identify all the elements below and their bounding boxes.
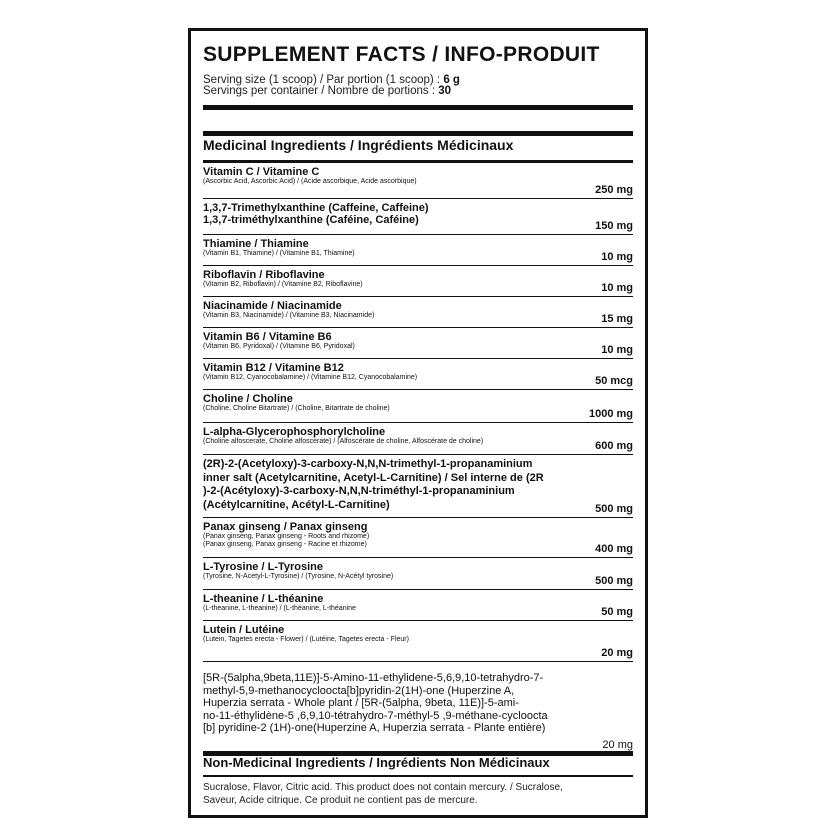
ingredient-source: (Vitamin B6, Pyridoxal) / (Vitamine B6, Pyridoxal) (203, 343, 355, 350)
non-medicinal-line: Saveur, Acide citrique. Ce produit ne contient pas de mercure. (203, 795, 478, 806)
panel-title: SUPPLEMENT FACTS / INFO-PRODUIT (203, 43, 600, 66)
ingredient-name-line: (2R)-2-(Acetyloxy)-3-carboxy-N,N,N-trimethyl-1-propanaminium (203, 458, 533, 470)
serving-size-label: Serving size (1 scoop) / Par portion (1 scoop) : (203, 74, 444, 86)
ingredient-row-caffeine (203, 199, 633, 235)
ingredient-row-vitamin-b6 (203, 328, 633, 359)
ingredient-name: 1,3,7-Trimethylxanthine (Caffeine, Caffeine) (203, 202, 429, 214)
ingredient-name: L-Tyrosine / L-Tyrosine (203, 561, 323, 573)
ingredient-name-line: [b] pyridine-2 (1H)-one(Huperzine A, Huperzia serrata - Plante entière) (203, 722, 546, 734)
ingredient-name-line: (Acétylcarnitine, Acétyl-L-Carnitine) (203, 498, 390, 511)
ingredient-amount: 20 mg (601, 647, 633, 659)
ingredient-name: Thiamine / Thiamine (203, 238, 309, 250)
ingredient-amount: 20 mg (602, 739, 633, 751)
non-medicinal-heading: Non-Medicinal Ingredients / Ingrédients Non Médicinaux (203, 755, 550, 770)
servings-value: 30 (438, 85, 452, 97)
ingredient-name-line: methyl-5,9-methanocycloocta[b]pyridin-2(1H)-one (Huperzine A, (203, 684, 515, 697)
ingredient-name-line: [5R-(5alpha,9beta,11E)]-5-Amino-11-ethylidene-5,6,9,10-tetrahydro-7- (203, 672, 544, 684)
ingredient-name: L-alpha-Glycerophosphorylcholine (203, 426, 386, 438)
ingredient-name: L-theanine / L-théanine (203, 593, 324, 605)
thin-rule-5 (203, 775, 633, 777)
ingredient-amount: 10 mg (601, 344, 633, 356)
ingredient-name-fr: 1,3,7-triméthylxanthine (Caféine, Caféine) (203, 214, 419, 226)
ingredient-row-glycerophosphorylcholine (203, 423, 633, 455)
serving-info (203, 75, 460, 97)
non-medicinal-text (203, 781, 563, 807)
ingredient-name: Lutein / Lutéine (203, 624, 285, 636)
non-medicinal-line: Sucralose, Flavor, Citric acid. This product does not contain mercury. / Sucralose, (203, 782, 563, 793)
supplement-facts-panel (188, 28, 648, 818)
ingredient-row-riboflavin (203, 266, 633, 297)
ingredient-amount: 150 mg (595, 220, 633, 232)
ingredient-source: (Tyrosine, N-Acetyl-L-Tyrosine) / (Tyrosine, N-Acétyl tyrosine) (203, 573, 394, 580)
ingredient-source: (Vitamin B2, Riboflavin) / (Vitamine B2, Riboflavine) (203, 281, 363, 288)
ingredient-row-huperzine-a (203, 662, 633, 752)
ingredient-row-vitamin-c (203, 166, 633, 199)
ingredient-name: Niacinamide / Niacinamide (203, 300, 342, 312)
ingredient-source: (Choline, Choline Bitartrate) / (Choline, Bitartrate de choline) (203, 405, 390, 412)
ingredient-amount: 50 mcg (595, 375, 633, 387)
ingredient-amount: 1000 mg (588, 408, 633, 420)
ingredient-source: (Vitamin B3, Niacinamide) / (Vitamine B3, Niacinamide) (203, 312, 375, 319)
ingredient-name-line: Huperzia serrata - Whole plant / [5R-(5alpha, 9beta, 11E)]-5-ami- (203, 697, 519, 709)
thick-rule-1 (203, 105, 633, 110)
ingredient-amount: 15 mg (601, 313, 633, 325)
ingredient-name: Vitamin B6 / Vitamine B6 (203, 331, 332, 343)
ingredient-amount: 10 mg (601, 251, 633, 263)
ingredient-amount: 500 mg (595, 575, 633, 587)
ingredient-source: (Ascorbic Acid, Ascorbic Acid) / (Acide ascorbique, Acide ascorbique) (203, 178, 417, 185)
ingredient-row-vitamin-b12 (203, 359, 633, 390)
ingredient-amount: 600 mg (595, 440, 633, 452)
ingredient-name: Vitamin C / Vitamine C (203, 166, 320, 178)
ingredient-name: Riboflavin / Riboflavine (203, 269, 325, 281)
ingredient-row-l-theanine (203, 590, 633, 621)
ingredient-amount: 250 mg (595, 184, 633, 196)
ingredient-source-fr: (Panax ginseng, Panax ginseng - Racine et rhizome) (203, 541, 367, 548)
ingredient-amount: 400 mg (595, 543, 633, 555)
ingredient-row-l-tyrosine (203, 558, 633, 590)
ingredient-source: (L-theanine, L-theanine) / (L-théanine, L-théanine (203, 605, 356, 612)
thick-rule-2 (203, 131, 633, 136)
servings-label: Servings per container / Nombre de portions : (203, 85, 439, 97)
ingredient-row-lutein (203, 621, 633, 662)
ingredient-amount: 500 mg (595, 503, 633, 515)
servings-per-container-line (203, 86, 460, 97)
ingredient-source: (Lutein, Tagetes erecta - Flower) / (Lutéine, Tagetes erecta - Fleur) (203, 636, 409, 643)
thick-rule-3 (203, 160, 633, 163)
ingredient-name-line: inner salt (Acetylcarnitine, Acetyl-L-Carnitine) / Sel interne de (2R (203, 471, 544, 484)
ingredient-source: (Vitamin B1, Thiamine) / (Vitamine B1, Thiamine) (203, 250, 355, 257)
ingredient-amount: 10 mg (601, 282, 633, 294)
ingredient-name: Panax ginseng / Panax ginseng (203, 521, 368, 533)
ingredient-name: Vitamin B12 / Vitamine B12 (203, 362, 344, 374)
ingredient-row-thiamine (203, 235, 633, 266)
ingredient-row-choline (203, 390, 633, 423)
serving-size-value: 6 g (443, 74, 460, 86)
ingredient-name-line: )-2-(Acétyloxy)-3-carboxy-N,N,N-triméthyl-1-propanaminium (203, 485, 515, 497)
ingredient-source: (Panax ginseng, Panax ginseng - Roots and rhizome) (203, 533, 370, 540)
ingredient-source: (Vitamin B12, Cyanocobalamine) / (Vitamine B12, Cyanocobalamine) (203, 374, 418, 381)
ingredient-name-line: no-11-éthylidène-5 ,6,9,10-tétrahydro-7-méthyl-5 ,9-méthane-cycloocta (203, 709, 548, 722)
ingredient-row-niacinamide (203, 297, 633, 328)
ingredient-amount: 50 mg (601, 606, 633, 618)
ingredient-source: (Choline alfoscerate, Choline alfoscerate) / (Alfoscérate de choline, Alfoscérate de choline) (203, 438, 484, 445)
ingredient-row-acetylcarnitine (203, 455, 633, 518)
medicinal-heading: Medicinal Ingredients / Ingrédients Médicinaux (203, 137, 514, 153)
ingredient-name: Choline / Choline (203, 393, 293, 405)
ingredient-row-panax-ginseng (203, 518, 633, 558)
